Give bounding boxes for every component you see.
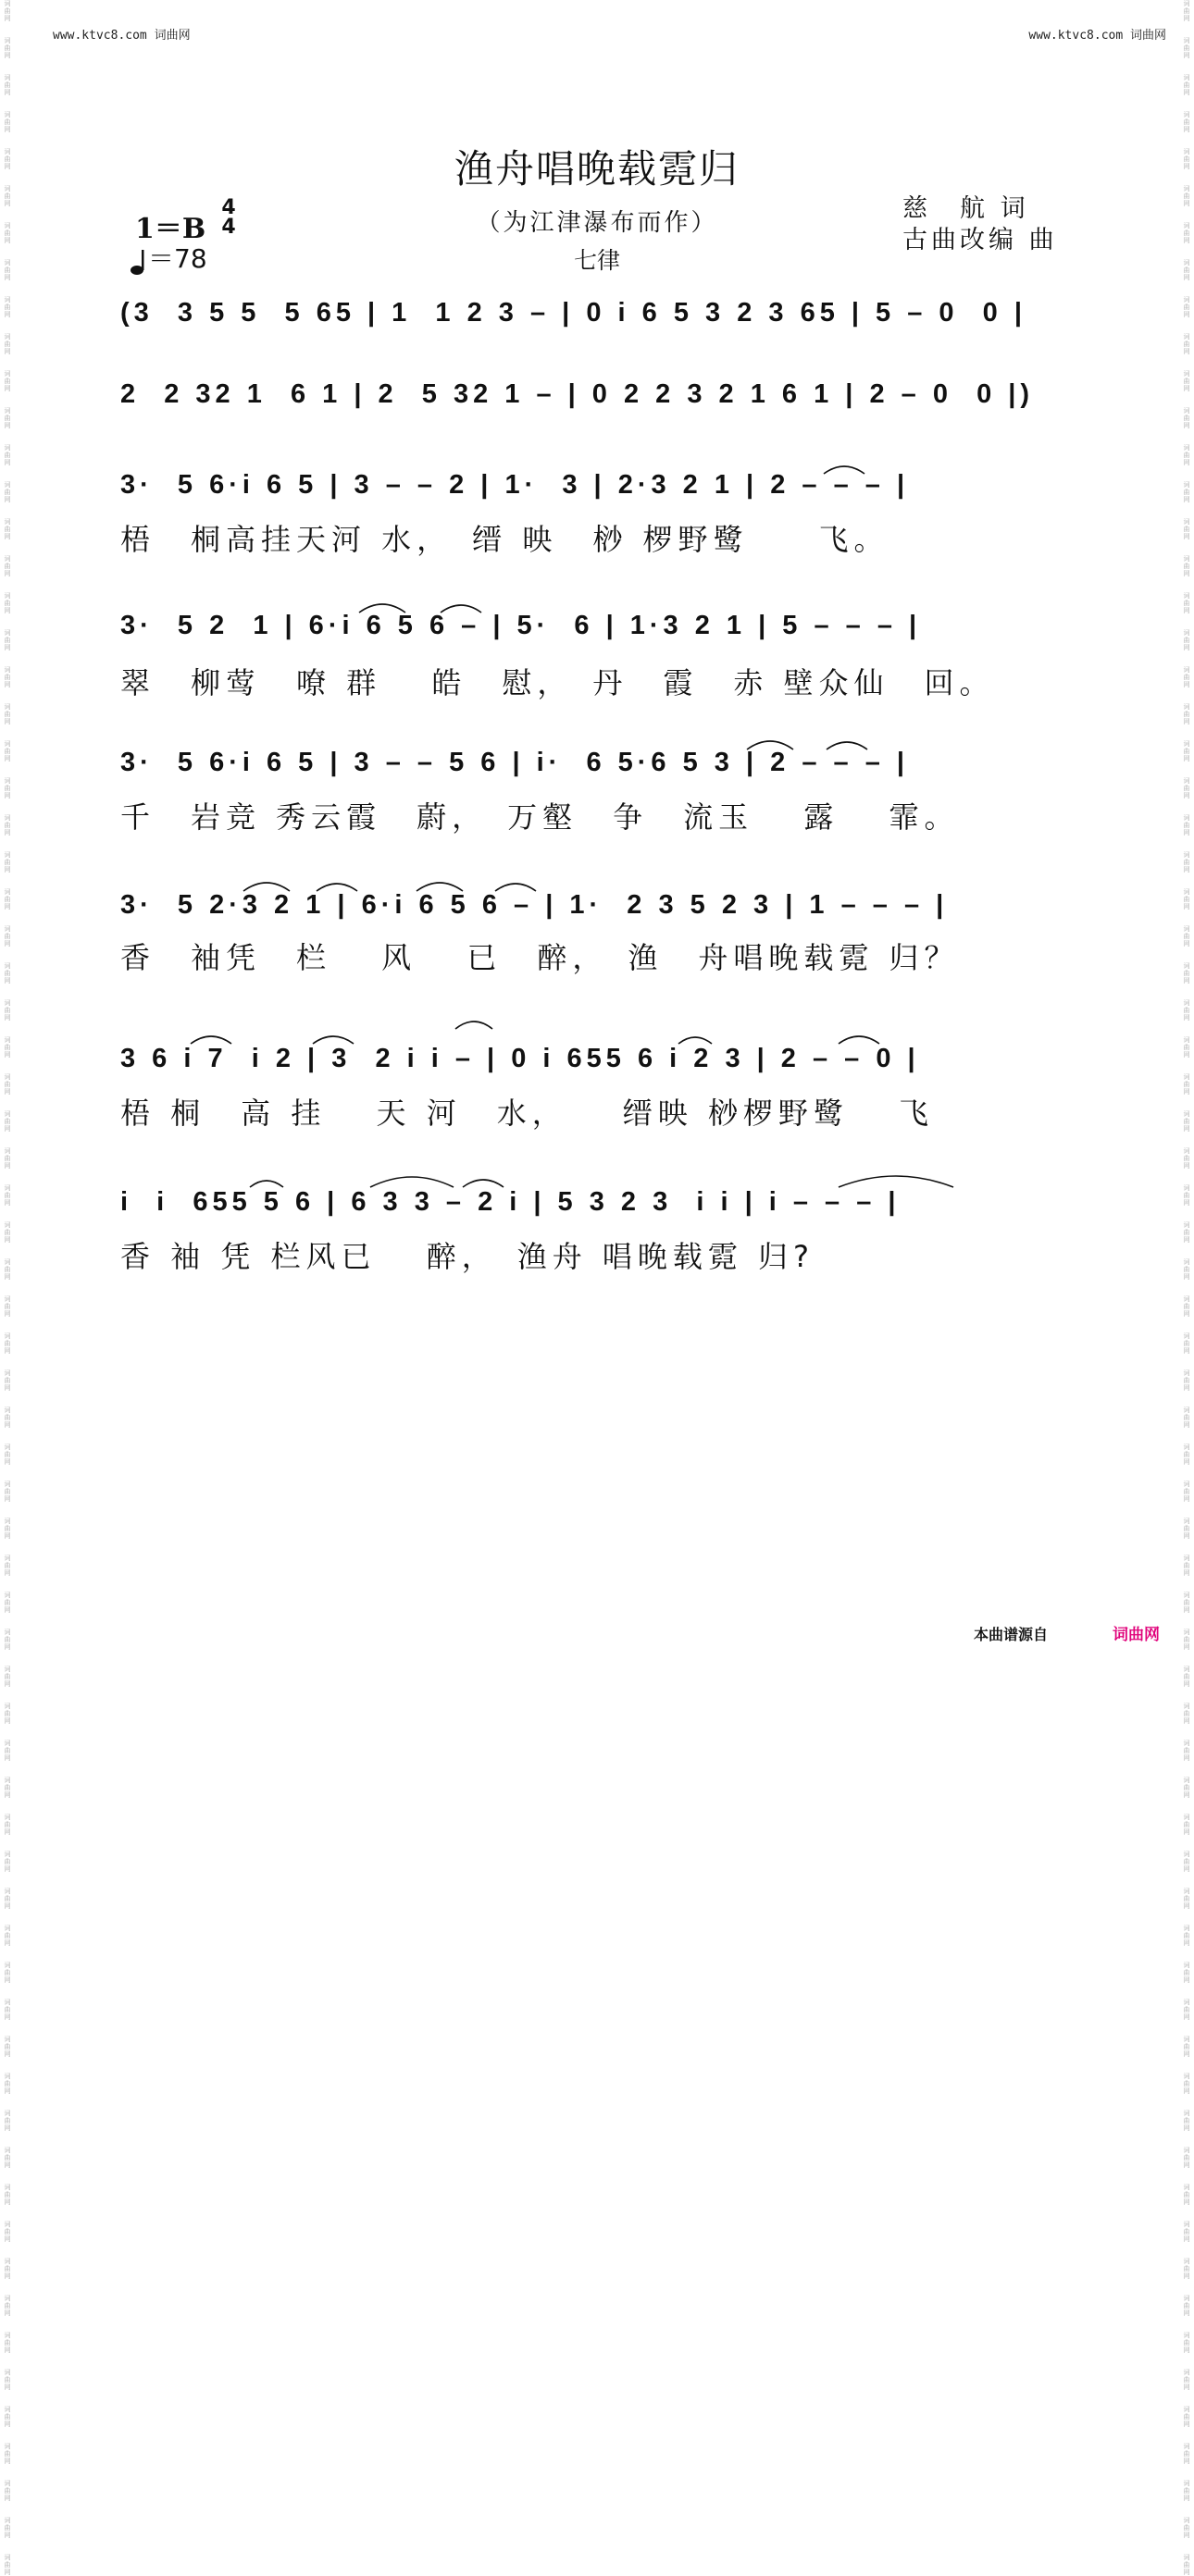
time-signature-top: 4 [221, 196, 236, 219]
key-signature: 1＝B [135, 213, 206, 245]
source-brand[interactable]: 词曲网 [1113, 1626, 1160, 1644]
notation-line-7: 3 6 i 7 i 2 | 3 2 i i – | 0 i 655 6 i 2 3 | 2 – – 0 | [120, 1044, 920, 1073]
song-title: 渔舟唱晚载霓归 [454, 146, 740, 192]
song-form: 七律 [573, 247, 620, 274]
song-subtitle: （为江津瀑布而作） [476, 209, 718, 237]
source-label: 本曲谱源自 [974, 1626, 1049, 1643]
notation-line-4: 3· 5 2 1 | 6·i 6 5 6 – | 5· 6 | 1·3 2 1 | 5 – – – | [120, 611, 922, 640]
notation-line-3: 3· 5 6·i 6 5 | 3 – – 2 | 1· 3 | 2·3 2 1 | 2 – – – | [120, 470, 910, 500]
notation-line-2: 2 2 32 1 6 1 | 2 5 32 1 – | 0 2 2 3 2 1 6 1 | 2 – 0 0 |) [120, 379, 1035, 409]
notation-line-1: (3 3 5 5 5 65 | 1 1 2 3 – | 0 i 6 5 3 2 3 65 | 5 – 0 0 | [120, 298, 1026, 328]
time-signature-bottom: 4 [221, 216, 236, 239]
notation-line-6: 3· 5 2·3 2 1 | 6·i 6 5 6 – | 1· 2 3 5 2 3 | 1 – – – | [120, 890, 949, 920]
notation-line-5: 3· 5 6·i 6 5 | 3 – – 5 6 | i· 6 5·6 5 3 | 2 – – – | [120, 748, 910, 777]
header-watermark-right: www.ktvc8.com 词曲网 [1028, 29, 1166, 43]
lyric-line-7: 梧 桐 高 挂 天 河 水， 缙映 桫椤野鹭 飞 [120, 1096, 935, 1131]
lyric-line-3: 梧 桐高挂天河 水， 缙 映 桫 椤野鹭 飞。 [120, 522, 889, 557]
side-watermark-left: 词 曲 网 词 曲 网 词 曲 网 词 曲 网 词 曲 网 词 曲 网 词 曲 网 词 曲 网 词 曲 网 词 曲 网 词 曲 网 词 曲 网 词 曲 网 词 曲 网 词 曲 网 词 曲 网 词 曲 网 词 曲 网 词 曲 网 词 曲 网 词 曲 网 词 曲 网 词 曲 网 词 曲 网 词 曲 网 词 曲 网 词 曲 网 词 曲 网 词 曲 网 词 曲 网 词 曲 网 词 曲 网 词 曲 网 词 曲 网 词 曲 网 词 曲 网 词 曲 网 词 曲 网 词 曲 网 词 曲 网 词 曲 网 词 曲 网 词 曲 网 词 曲 网 词 曲 网 词 曲 网 词 曲 网 词 曲 网 词 曲 网 词 曲 网 词 曲 网 词 曲 网 词 曲 网 词 曲 网 词 曲 网 词 曲 网 词 曲 网 词 曲 网 词 曲 网 词 曲 网 词 曲 网 词 曲 网 词 曲 网 词 曲 网 词 曲 网 词 曲 网 词 曲 网 词 曲 网 词 曲 网 词 曲 网 [4, 0, 11, 2576]
composer-credit: 古曲改编 曲 [902, 226, 1058, 254]
side-watermark-right: 词 曲 网 词 曲 网 词 曲 网 词 曲 网 词 曲 网 词 曲 网 词 曲 网 词 曲 网 词 曲 网 词 曲 网 词 曲 网 词 曲 网 词 曲 网 词 曲 网 词 曲 网 词 曲 网 词 曲 网 词 曲 网 词 曲 网 词 曲 网 词 曲 网 词 曲 网 词 曲 网 词 曲 网 词 曲 网 词 曲 网 词 曲 网 词 曲 网 词 曲 网 词 曲 网 词 曲 网 词 曲 网 词 曲 网 词 曲 网 词 曲 网 词 曲 网 词 曲 网 词 曲 网 词 曲 网 词 曲 网 词 曲 网 词 曲 网 词 曲 网 词 曲 网 词 曲 网 词 曲 网 词 曲 网 词 曲 网 词 曲 网 词 曲 网 词 曲 网 词 曲 网 词 曲 网 词 曲 网 词 曲 网 词 曲 网 词 曲 网 词 曲 网 词 曲 网 词 曲 网 词 曲 网 词 曲 网 词 曲 网 词 曲 网 词 曲 网 词 曲 网 词 曲 网 词 曲 网 词 曲 网 词 曲 网 [1183, 0, 1190, 2576]
time-signature [218, 198, 239, 237]
lyric-line-4: 翠 柳莺 嘹 群 皓 慰， 丹 霞 赤 壁众仙 回。 [120, 665, 995, 700]
notation-line-8: i i 655 5 6 | 6 3 3 – 2 i | 5 3 2 3 i i | i – – – | [120, 1187, 901, 1217]
lyric-line-6: 香 袖凭 栏 风 已 醉， 渔 舟唱晚载霓 归？ [120, 940, 960, 975]
lyric-line-8: 香 袖 凭 栏风已 醉， 渔舟 唱晚载霓 归? [120, 1239, 815, 1274]
tempo-value: ＝78 [148, 243, 207, 274]
lyric-line-5: 千 岩竞 秀云霞 蔚， 万壑 争 流玉 露 霏。 [120, 799, 960, 835]
lyricist-credit: 慈 航 词 [902, 194, 1029, 223]
tempo-marking [130, 239, 207, 276]
header-watermark-left: www.ktvc8.com 词曲网 [53, 29, 191, 43]
quarter-note-icon [130, 248, 148, 276]
